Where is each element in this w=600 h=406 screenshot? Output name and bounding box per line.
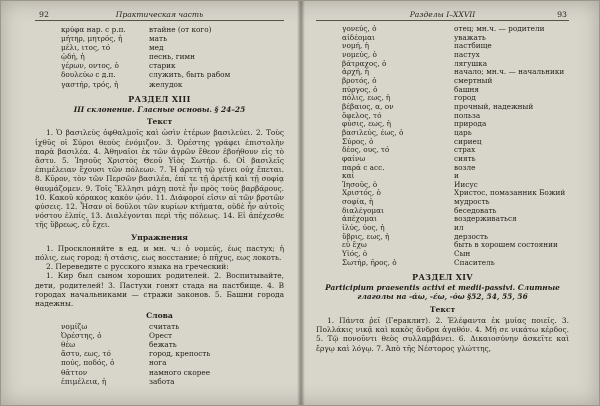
greek-term: γέρων, οντος, ὁ	[61, 61, 119, 71]
greek-term: καί	[342, 172, 355, 181]
greek-term: θᾶττον	[61, 367, 88, 377]
vocab-row	[316, 68, 569, 77]
russian-translation: дерзость	[454, 232, 488, 241]
greek-term: νομίζω	[61, 322, 88, 332]
vocab-row	[35, 52, 284, 61]
word-row	[35, 340, 284, 349]
running-title-left: Практическая часть	[115, 10, 204, 19]
vocab-row	[316, 138, 569, 147]
russian-translation: природа	[454, 120, 487, 129]
vocab-row	[316, 112, 569, 121]
vocab-row	[316, 198, 569, 207]
russian-translation: старик	[149, 61, 176, 71]
vocab-row	[35, 70, 284, 79]
page-number-right: 93	[557, 10, 567, 19]
greek-term: μήτηρ, μητρός, ἡ	[61, 34, 123, 44]
vocab-row	[35, 25, 284, 34]
vocab-row	[316, 250, 569, 259]
vocab-row	[316, 42, 569, 51]
greek-term: γαστήρ, τρός, ἡ	[61, 79, 119, 89]
vocab-row	[316, 207, 569, 216]
vocab-row	[316, 129, 569, 138]
russian-translation: пастух	[454, 50, 480, 59]
russian-translation: башня	[454, 85, 480, 94]
greek-term: ἐπιμέλεια, ἡ	[61, 376, 107, 386]
vocab-row	[316, 189, 569, 198]
vocab-row	[316, 86, 569, 95]
russian-translation: мудрость	[454, 198, 490, 207]
greek-term: δουλεύω с д.п.	[61, 70, 116, 80]
greek-term: μέλι, ιτος, τό	[61, 43, 111, 53]
russian-translation: Спаситель	[454, 258, 495, 267]
greek-term: αἰδέομαι	[342, 33, 375, 42]
russian-translation: служить, быть рабом	[149, 70, 231, 80]
section-13-subtitle: III склонение. Гласные основы. § 24–25	[73, 104, 246, 114]
vocab-row	[316, 233, 569, 242]
greek-term: δέος, ους, τό	[342, 146, 390, 155]
exercises-heading: Упражнения	[131, 232, 188, 242]
russian-translation: желудок	[149, 79, 183, 89]
greek-term: Σύρος, ὁ	[342, 137, 374, 146]
russian-translation: уважать	[454, 33, 486, 42]
vocabulary-list-top	[35, 25, 284, 89]
russian-translation: намного скорее	[149, 367, 211, 377]
russian-translation: город	[454, 94, 476, 103]
russian-translation: сириец	[454, 137, 482, 146]
russian-translation: пастбище	[454, 42, 492, 51]
greek-term: ᾠδή, ἡ	[61, 52, 85, 62]
greek-term: Ἰησοῦς, ὁ	[342, 180, 378, 189]
greek-term: εὖ ἔχω	[342, 241, 367, 250]
word-row	[35, 322, 284, 331]
greek-term: Ὀρέστης, ὁ	[61, 331, 102, 341]
greek-term: βροτός, ὁ	[342, 76, 377, 85]
page-header-left	[35, 10, 284, 21]
russian-translation: и	[454, 172, 459, 181]
vocab-row	[316, 155, 569, 164]
word-row	[35, 377, 284, 386]
greek-term: ὕβρις, εως, ἡ	[342, 232, 390, 241]
greek-term: θέω	[61, 340, 76, 350]
russian-translation: ил	[454, 224, 464, 233]
greek-term: Υἱός, ὁ	[342, 250, 368, 259]
russian-translation: Сын	[454, 250, 471, 259]
exercise-1: 1. Просклоняйте в ед. и мн. ч.: ὁ νομεύς, έως пастух; ἡ πόλις, εως город; ἡ στάσις, εως восстание; ὁ πῆχυς, εως локоть.	[35, 243, 285, 262]
vocab-row	[316, 34, 569, 43]
russian-translation: польза	[454, 111, 481, 120]
vocabulary-list-right	[316, 25, 569, 267]
russian-translation: лягушка	[454, 59, 488, 68]
page-gutter	[297, 1, 305, 405]
greek-term: παρά с асс.	[342, 163, 385, 172]
russian-translation: считать	[149, 322, 180, 332]
word-row	[35, 331, 284, 340]
greek-term: πόλις, εως, ἡ	[342, 94, 391, 103]
greek-term: πύργος, ὁ	[342, 85, 378, 94]
greek-term: πούς, ποδός, ὁ	[61, 358, 115, 368]
exercise-2-intro: 2. Переведите с русского языка на греческий:	[46, 262, 229, 272]
russian-translation: Иисус	[454, 180, 478, 189]
vocab-row	[316, 146, 569, 155]
word-row	[35, 358, 284, 367]
page-header-right	[316, 10, 569, 21]
russian-translation: сиять	[454, 154, 476, 163]
page-left	[1, 1, 300, 405]
vocab-row	[316, 51, 569, 60]
vocab-row	[316, 215, 569, 224]
russian-translation: песнь, гимн	[149, 52, 195, 62]
greek-term: ἀρχή, ἡ	[342, 68, 370, 77]
russian-translation: отец; мн.ч. — родители	[454, 25, 545, 33]
russian-translation: беседовать	[454, 206, 497, 215]
greek-term: βάτραχος, ὁ	[342, 59, 387, 68]
greek-term: φαίνω	[342, 154, 366, 163]
vocab-row	[35, 61, 284, 70]
greek-term: γονεύς, ὁ	[342, 25, 377, 33]
russian-translation: мать	[149, 34, 168, 44]
russian-translation: бежать	[149, 340, 177, 350]
vocab-row	[316, 60, 569, 69]
exercise-2-sentences: 1. Кир был сыном хороших родителей. 2. Воспитывайте, дети, родителей! 3. Пастухи гонят стада на пастбище. 4. В городах начальниками — стражи законов. 5. Башни города надежны.	[35, 271, 285, 308]
vocab-row	[35, 34, 284, 43]
greek-term: διαλέγομαι	[342, 206, 384, 215]
greek-term: Σωτήρ, ῆρος, ὁ	[342, 258, 397, 267]
russian-translation: втайне (от кого)	[149, 25, 212, 34]
section-13-title: РАЗДЕЛ XIII	[128, 94, 191, 104]
vocab-row	[316, 77, 569, 86]
greek-term: βασιλεύς, έως, ὁ	[342, 128, 404, 137]
russian-translation: город, крепость	[149, 349, 211, 359]
russian-translation: возле	[454, 163, 476, 172]
vocab-row	[316, 25, 569, 34]
russian-translation: мед	[149, 43, 164, 53]
russian-translation: Орест	[149, 331, 173, 341]
greek-term: κρύφα нар. с р.п.	[61, 25, 126, 34]
greek-text-left: 1. Ὁ βασιλεὺς ὀφθαλμοῖς καὶ ὠσὶν ἑτέρων βασιλεύει. 2. Τοὺς ἰχθῦς οἱ Σύροι θεοὺς ἐνόμιζον. 3. Ὀρέστης γράφει ἐπιστολὴν παρὰ βασιλέα. 4. Ἀθηναῖοι ἐκ τῶν ἀγρῶν ἔθεον ἐβοήθουν εἰς τὸ ἄστυ. 5. Ἰησοῦς Χριστὸς Θεοῦ Υἱὸς Σωτήρ. 6. Οἱ βασιλεῖς ἐπιμέλειαν ἔχουσι τῶν πόλεων. 7. Ἡ ἀρετὴ τῷ γένει οὐχ ἕπεται. 8. Κῦρον, τὸν τῶν Περσῶν βασιλέα, ἐπί τε τῇ ἀρετῇ καὶ τῇ σοφίᾳ θαυμάζομεν. 9. Τοῖς Ἕλλησι μάχη ποτὲ ἦν πρὸς τοὺς βαρβάρους. 10. Κακοῦ κόρακος κακὸν ᾠόν. 11. Διάφοροί εἰσιν αἱ τῶν βροτῶν φύσεις. 12. Ἦσαν οἱ δοῦλοι τῶν κυρίων κτήματα, οὐδὲ ἦν αὐτοῖς νόστου ἐλπίς. 13. Διαλέγονται περὶ τῆς πόλεως. 14. Εἰ ἀπέχεσθε τῆς ὕβρεως, εὖ ἔχει.	[35, 128, 285, 230]
vocab-row	[316, 259, 569, 268]
russian-translation: царь	[454, 128, 472, 137]
vocab-row	[316, 172, 569, 181]
vocab-row	[35, 43, 284, 52]
vocab-row	[316, 241, 569, 250]
russian-translation: прочный, надежный	[454, 102, 534, 111]
word-row	[35, 349, 284, 358]
greek-term: βέβαιος, α, ον	[342, 102, 394, 111]
russian-translation: воздерживаться	[454, 215, 517, 224]
greek-term: ἀπέχομαι	[342, 215, 377, 224]
vocab-row	[316, 181, 569, 190]
page-right	[300, 1, 599, 405]
greek-term: φύσις, εως, ἡ	[342, 120, 391, 129]
vocab-row	[35, 80, 284, 89]
section-14-subtitle: Participium praesentis activi et medii-passivi. Слитные глаголы на -άω, -έω, -όω §52, 54, 55, 56	[325, 283, 560, 302]
russian-translation: Христос, помазанник Божий	[454, 189, 566, 198]
greek-term: νομή, ἡ	[342, 42, 369, 51]
text-heading-left: Текст	[146, 117, 173, 127]
vocab-row	[316, 120, 569, 129]
vocab-row	[316, 164, 569, 173]
greek-term: ἰλύς, ύος, ἡ	[342, 224, 385, 233]
vocab-row	[316, 103, 569, 112]
russian-translation: забота	[149, 376, 175, 386]
greek-text-right: 1. Πάντα ῥεῖ (Гераклит). 2. Ἐλέφαντα ἐκ μυίας ποιεῖς. 3. Πολλάκις νικᾷ καὶ κακὸς ἄνδρα ἀγαθόν. 4. Μή σε νικάτω κέρδος. 5. Τῷ πονοῦντι θεὸς συλλαμβάνει. 6. Δικαιοσύνην ἀσκεῖτε καὶ ἔργῳ καὶ λόγῳ. 7. Ἀπὸ τῆς Νέστορος γλώττης,	[316, 315, 569, 353]
russian-translation: быть в хорошем состоянии	[454, 241, 558, 250]
vocab-row	[316, 224, 569, 233]
russian-translation: смертный	[454, 76, 493, 85]
vocab-row	[316, 94, 569, 103]
russian-translation: нога	[149, 358, 167, 368]
russian-translation: начало; мн.ч. — начальники	[454, 68, 565, 77]
greek-term: νομεύς, ὁ	[342, 50, 377, 59]
russian-translation: страх	[454, 146, 476, 155]
running-title-right: Разделы I–XXVII	[409, 10, 476, 19]
greek-term: σοφία, ἡ	[342, 198, 374, 207]
page-number-left: 92	[39, 10, 49, 19]
greek-term: ἄστυ, εως, τό	[61, 349, 111, 359]
greek-term: Χριστός, ὁ	[342, 189, 381, 198]
words-heading: Слова	[146, 311, 173, 321]
section-14-title: РАЗДЕЛ XIV	[412, 273, 473, 283]
words-list	[35, 322, 284, 386]
word-row	[35, 368, 284, 377]
text-heading-right: Текст	[429, 304, 456, 314]
greek-term: ὄφελος, τό	[342, 111, 382, 120]
